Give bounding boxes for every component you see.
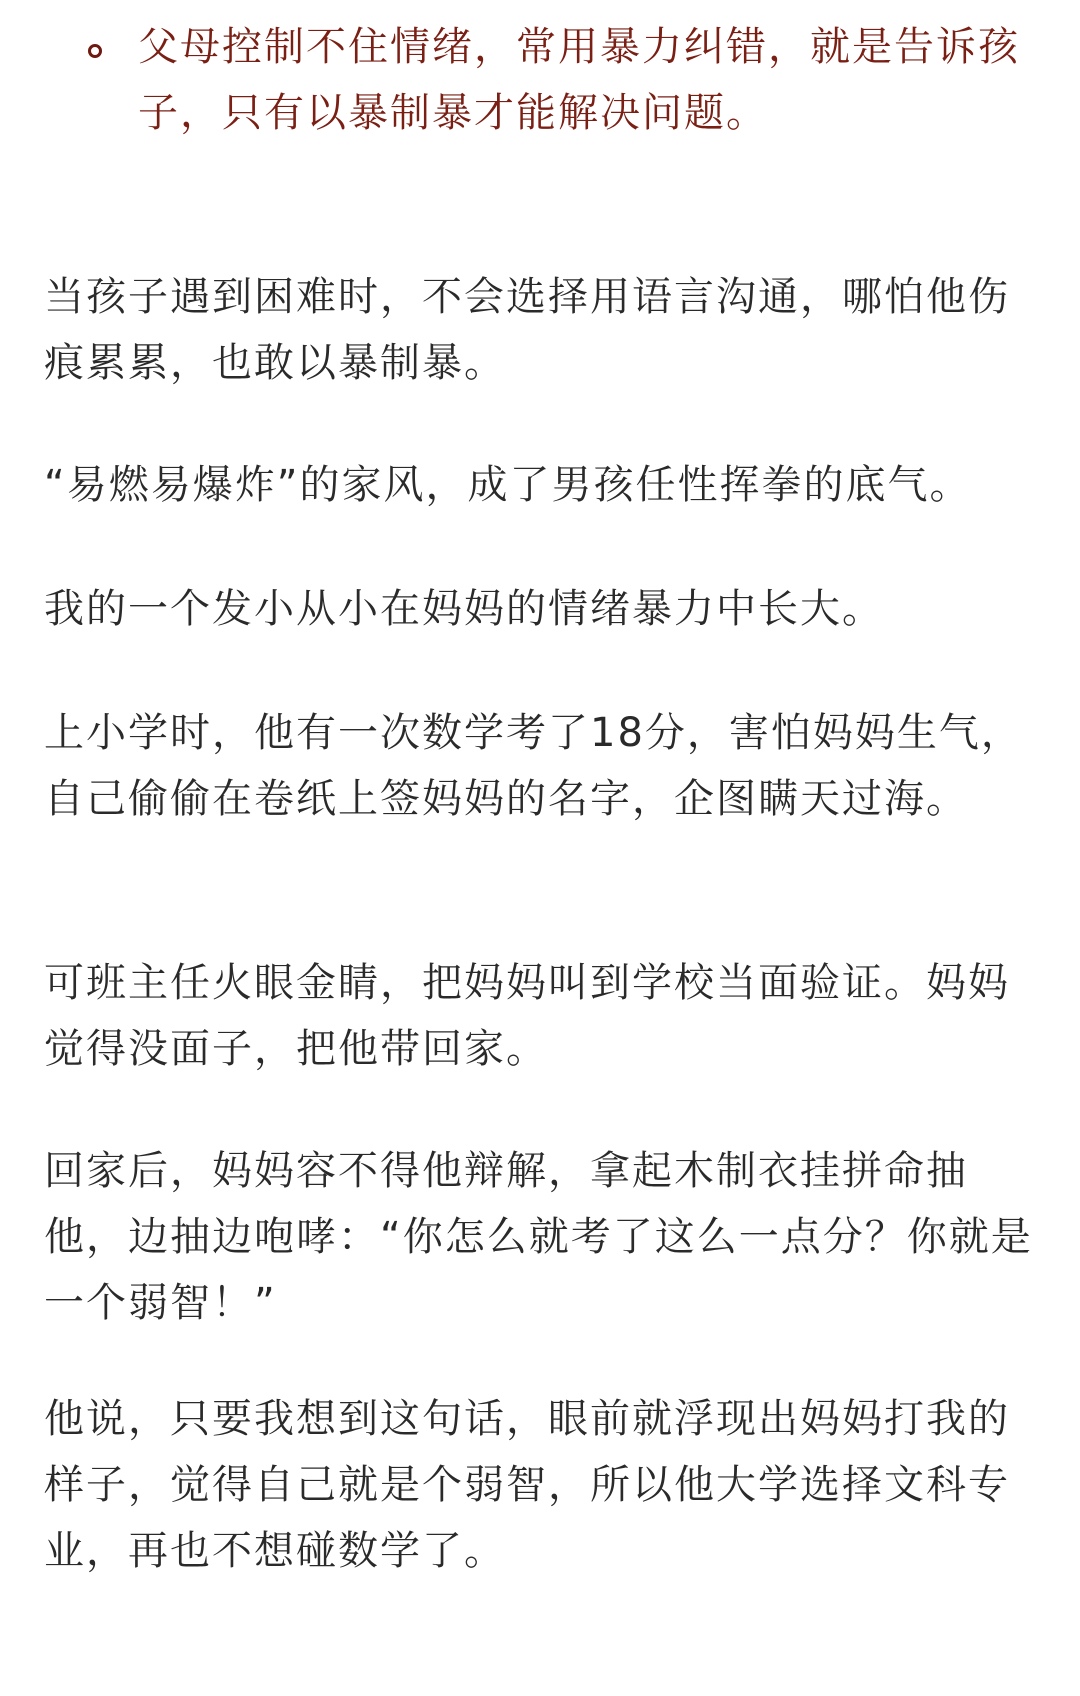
paragraph: 当孩子遇到困难时，不会选择用语言沟通，哪怕他伤痕累累，也敢以暴制暴。: [44, 274, 1010, 386]
paragraph: 他说，只要我想到这句话，眼前就浮现出妈妈打我的样子，觉得自己就是个弱智，所以他大学选择文科专业，再也不想碰数学了。: [44, 1396, 1010, 1574]
circle-bullet-icon: [88, 44, 102, 58]
bullet-text: 父母控制不住情绪，常用暴力纠错，就是告诉孩子，只有以暴制暴才能解决问题。: [138, 24, 1020, 136]
paragraph: 可班主任火眼金睛，把妈妈叫到学校当面验证。妈妈觉得没面子，把他带回家。: [44, 960, 1010, 1072]
paragraph: 回家后，妈妈容不得他辩解，拿起木制衣挂拼命抽他，边抽边咆哮：“你怎么就考了这么一点分？你就是一个弱智！”: [44, 1148, 1033, 1326]
paragraph: 我的一个发小从小在妈妈的情绪暴力中长大。: [44, 586, 884, 632]
paragraph: 上小学时，他有一次数学考了18分，害怕妈妈生气，自己偷偷在卷纸上签妈妈的名字，企图瞒天过海。: [44, 710, 1023, 822]
paragraph: “易燃易爆炸”的家风，成了男孩任性挥拳的底气。: [44, 462, 972, 508]
